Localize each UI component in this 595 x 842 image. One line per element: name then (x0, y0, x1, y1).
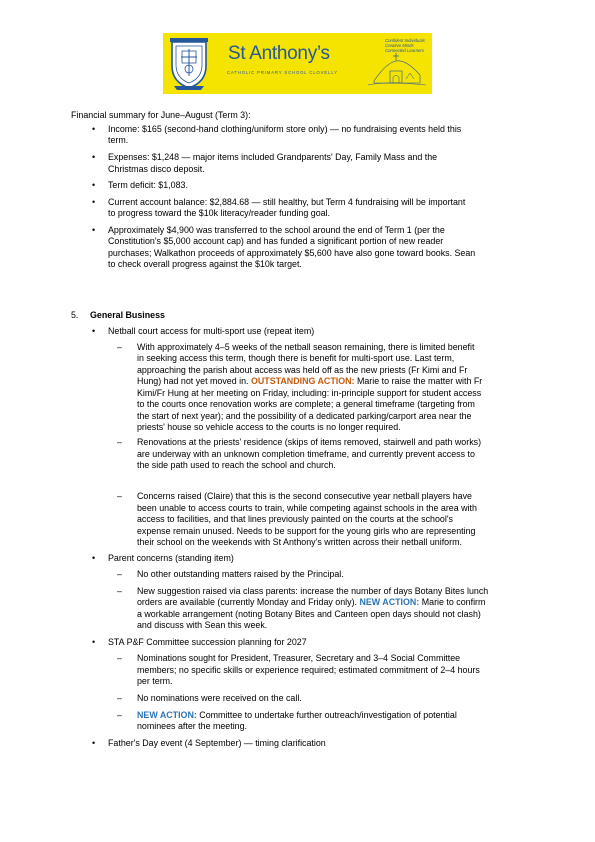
dash-icon: – (117, 342, 122, 352)
new-action-label: NEW ACTION: (137, 710, 197, 720)
new-action-label: NEW ACTION: (359, 597, 420, 607)
school-subtitle: CATHOLIC PRIMARY SCHOOL CLOVELLY (227, 70, 338, 75)
agenda-item-heading: Father's Day event (4 September) — timing clarification (108, 738, 326, 748)
sub-item-text: a workable arrangement (noting Botany Bites and Canteen open days should not clash) (137, 609, 481, 619)
sub-item-text: approaching the parish about access was held off as the new priests (Fr Kimi and Fr (137, 365, 468, 375)
financial-summary-heading: Financial summary for June–August (Term 3): (71, 110, 251, 120)
finance-item-text: Constitution's $5,000 account cap) and has funded a significant portion of new reader (108, 236, 444, 246)
agenda-item-heading: Parent concerns (standing item) (108, 553, 234, 563)
bullet-icon: • (92, 738, 96, 748)
bullet-icon: • (92, 124, 96, 134)
sub-item-text: New suggestion raised via class parents: increase the number of days Botany Bites lunch (137, 586, 489, 596)
sub-item-text-span: Marie to confirm (419, 597, 486, 607)
sub-item-text: their school on the weekends with St Anthony’s written across their netball uniform. (137, 537, 462, 547)
sub-item-text: and discuss with Sean this week. (137, 620, 268, 630)
sub-item-text: members; no specific skills or experience required; estimated commitment of 2–4 hours (137, 665, 480, 675)
sub-item-text: in seeking access this term, though there is benefit for multi-sport use. Last term, (137, 353, 455, 363)
finance-item-text: Income: $165 (second-hand clothing/uniform store only) — no fundraising events held this (108, 124, 462, 134)
sub-item-text: per term. (137, 676, 173, 686)
bullet-icon: • (92, 152, 96, 162)
finance-item-text: Expenses: $1,248 — major items included Grandparents' Day, Family Mass and the (108, 152, 438, 162)
sub-item-text: the side path used to reach the school and church. (137, 460, 336, 470)
dash-icon: – (117, 569, 122, 579)
sub-item-text: Nominations sought for President, Treasurer, Secretary and 3–4 Social Committee (137, 653, 461, 663)
school-crest-icon (168, 36, 210, 91)
finance-item-text: term. (108, 135, 129, 145)
sub-item-text-span: Hung) had not yet moved in. (137, 376, 249, 386)
bullet-icon: • (92, 225, 96, 235)
tagline-line: Connected Learners (385, 48, 424, 54)
tagline-line: Confident Individuals (385, 38, 425, 43)
sub-item-text: access to facilities, and that lines previously painted on the courts at the school's (137, 514, 453, 524)
sub-item-text: No nominations were received on the call. (137, 693, 302, 703)
finance-item-text: Christmas disco deposit. (108, 164, 205, 174)
tagline-line: Creative Minds (385, 43, 414, 49)
finance-item-text: Term deficit: $1,083. (108, 180, 188, 190)
dash-icon: – (117, 437, 122, 447)
sub-item-text: Kimi/Fr Hung at her meeting on Friday, including: in-principle support for student access (137, 388, 482, 398)
sub-item-text: been unable to access courts to train, while competing against schools in the area with (137, 503, 477, 513)
sub-item-text-span: Marie to raise the matter with Fr (354, 376, 483, 386)
sub-item-text: the start of next year); and the possibility of a dedicated parking/carport area near the (137, 411, 472, 421)
agenda-item-heading: Netball court access for multi-sport use (repeat item) (108, 326, 315, 336)
church-sketch-icon (366, 51, 428, 91)
bullet-icon: • (92, 197, 96, 207)
finance-item-text: purchases; Walkathon proceeds of approximately $5,600 have also gone toward books. Sean (108, 248, 476, 258)
bullet-icon: • (92, 637, 96, 647)
sub-item-text-span: Committee to undertake further outreach/investigation of potential (196, 710, 457, 720)
sub-item-text (137, 376, 482, 388)
sub-item-text-span: orders are available (currently Monday and Friday only). (137, 597, 360, 607)
sub-item-text: nominees after the meeting. (137, 721, 248, 731)
sub-item-text: expense remain unused. Needs to be support for the young girls who are representing (137, 526, 476, 536)
finance-item-text: to progress toward the $10k literacy/reader funding goal. (108, 208, 331, 218)
dash-icon: – (117, 653, 122, 663)
sub-item-text: No other outstanding matters raised by the Principal. (137, 569, 344, 579)
school-banner (163, 33, 432, 94)
bullet-icon: • (92, 180, 96, 190)
sub-item-text: Renovations at the priests' residence (skips of items removed, stairwell and path works) (137, 437, 482, 447)
sub-item-text: With approximately 4–5 weeks of the netball season remaining, there is limited benefit (137, 342, 475, 352)
dash-icon: – (117, 491, 122, 501)
section-number: 5. (71, 310, 79, 320)
section-heading: General Business (90, 310, 165, 320)
sub-item-text: Concerns raised (Claire) that this is the second consecutive year netball players have (137, 491, 472, 501)
dash-icon: – (117, 710, 122, 720)
agenda-item-heading: STA P&F Committee succession planning for 2027 (108, 637, 307, 647)
bullet-icon: • (92, 553, 96, 563)
dash-icon: – (117, 586, 122, 596)
dash-icon: – (117, 693, 122, 703)
finance-item-text: Approximately $4,900 was transferred to the school around the end of Term 1 (per the (108, 225, 445, 235)
outstanding-action-label: OUTSTANDING ACTION: (250, 376, 355, 386)
school-name: St Anthony’s (228, 43, 330, 64)
sub-item-text: to the courts once renovation works are complete; a general timeframe (targeting from (137, 399, 475, 409)
sub-item-text (137, 597, 485, 609)
finance-item-text: to check overall progress against the $10k target. (108, 259, 302, 269)
bullet-icon: • (92, 326, 96, 336)
sub-item-text: are underway with an unknown completion timeframe, and currently prevent access to (137, 449, 475, 459)
finance-item-text: Current account balance: $2,884.68 — still healthy, but Term 4 fundraising will be important (108, 197, 466, 207)
sub-item-text (137, 710, 457, 722)
sub-item-text: priests' house so vehicle access to the courts is no longer required. (137, 422, 401, 432)
